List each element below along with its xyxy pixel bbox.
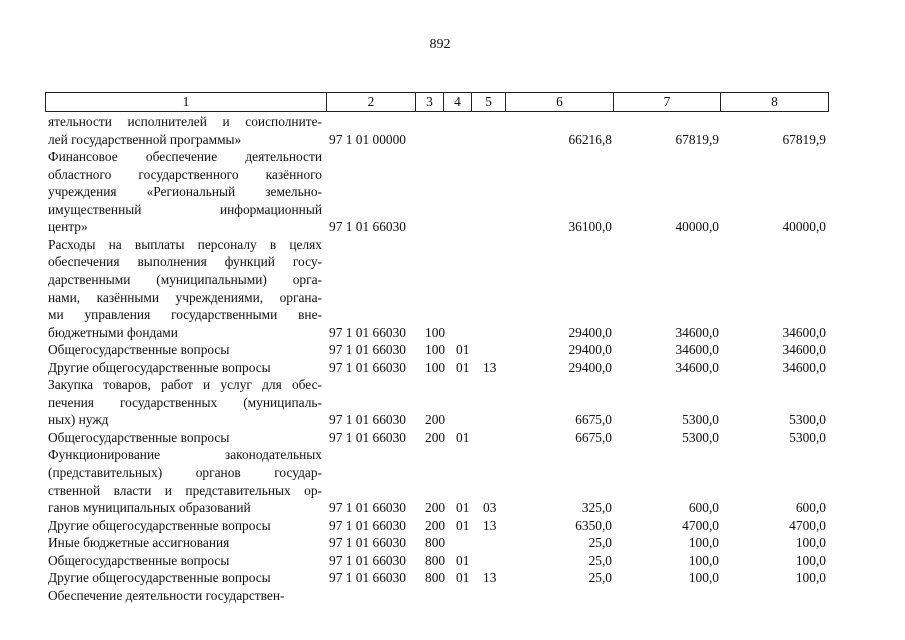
row-code: 97 1 01 66030 [329,342,406,358]
row-rz: 01 [456,552,470,568]
row-value-6: 6350,0 [575,517,612,533]
row-code: 97 1 01 66030 [329,324,406,340]
row-vr: 200 [425,517,446,533]
row-rz: 01 [456,429,470,445]
table-row-line [0,359,905,376]
table-row-line [0,482,905,499]
table-row-line [0,411,905,428]
column-header-4: 4 [444,93,472,112]
row-name-text: ных) нужд [48,412,109,428]
row-name-text: ятельности исполнителей и соисполните- [48,114,322,129]
table-row-line [0,148,905,165]
row-name-text: ми управления государственными вне- [48,307,322,323]
row-value-7: 5300,0 [682,429,719,445]
table-row-line [0,499,905,516]
row-value-7: 4700,0 [682,517,719,533]
table-row-line [0,429,905,446]
row-name-text: Общегосударственные вопросы [48,429,230,445]
table-row-line [0,464,905,481]
row-name-text: обеспечения выполнения функций госу- [48,254,322,270]
row-rz: 01 [456,570,470,586]
column-header-5: 5 [472,93,506,112]
row-value-6: 36100,0 [568,219,612,235]
table-row-line [0,253,905,270]
row-value-7: 100,0 [688,552,719,568]
row-pr: 13 [483,517,497,533]
column-header-row [45,92,829,112]
row-value-6: 6675,0 [575,429,612,445]
row-rz: 01 [456,500,470,516]
row-rz: 01 [456,342,470,358]
row-name-text: лей государственной программы» [48,131,242,147]
row-name-text: бюджетными фондами [48,324,178,340]
row-vr: 800 [425,570,446,586]
table-row-line [0,218,905,235]
row-code: 97 1 01 66030 [329,500,406,516]
row-value-8: 67819,9 [782,131,826,147]
table-row-line [0,289,905,306]
row-value-7: 5300,0 [682,412,719,428]
row-name-text: Иные бюджетные ассигнования [48,535,230,551]
row-rz: 01 [456,517,470,533]
row-pr: 13 [483,359,497,375]
row-vr: 200 [425,412,446,428]
table-row-line [0,376,905,393]
table-row-line [0,113,905,130]
row-code: 97 1 01 00000 [329,131,406,147]
row-code: 97 1 01 66030 [329,359,406,375]
row-name-text: имущественный информационный [48,201,322,217]
row-value-7: 34600,0 [675,359,719,375]
row-value-7: 34600,0 [675,324,719,340]
row-value-7: 100,0 [688,570,719,586]
row-value-6: 6675,0 [575,412,612,428]
row-vr: 800 [425,535,446,551]
row-vr: 100 [425,359,446,375]
table-row-line [0,394,905,411]
table-row-line [0,587,905,604]
row-name-text: Закупка товаров, работ и услуг для обес- [48,377,322,393]
row-value-8: 4700,0 [789,517,826,533]
row-name-text: учреждения «Региональный земельно- [48,184,322,200]
column-header-2: 2 [327,93,416,112]
row-name-text: центр» [48,219,88,235]
row-name-text: Функционирование законодательных [48,447,322,463]
table-row-line [0,569,905,586]
row-vr: 100 [425,342,446,358]
row-code: 97 1 01 66030 [329,429,406,445]
row-value-8: 100,0 [795,570,826,586]
row-code: 97 1 01 66030 [329,517,406,533]
column-header-7: 7 [614,93,721,112]
table-row-line [0,236,905,253]
table-row-line [0,341,905,358]
row-value-8: 34600,0 [782,342,826,358]
row-code: 97 1 01 66030 [329,552,406,568]
row-name-text: областного государственного казённого [48,166,322,182]
table-row-line [0,534,905,551]
row-value-8: 600,0 [795,500,826,516]
table-row-line [0,201,905,218]
table-row-line [0,306,905,323]
row-value-8: 100,0 [795,552,826,568]
row-value-7: 600,0 [688,500,719,516]
row-value-7: 100,0 [688,535,719,551]
row-value-8: 40000,0 [782,219,826,235]
row-value-8: 5300,0 [789,429,826,445]
row-value-6: 25,0 [588,552,612,568]
row-vr: 800 [425,552,446,568]
row-code: 97 1 01 66030 [329,219,406,235]
row-name-text: Другие общегосударственные вопросы [48,517,271,533]
row-value-6: 25,0 [588,570,612,586]
table-row-line [0,271,905,288]
row-value-8: 5300,0 [789,412,826,428]
page-number: 892 [429,37,451,52]
row-code: 97 1 01 66030 [329,412,406,428]
column-header-6: 6 [506,93,614,112]
table-row-line [0,324,905,341]
row-rz: 01 [456,359,470,375]
table-row-line [0,552,905,569]
row-name-text: Другие общегосударственные вопросы [48,359,271,375]
row-value-7: 34600,0 [675,342,719,358]
row-value-6: 66216,8 [568,131,612,147]
row-name-text: Общегосударственные вопросы [48,552,230,568]
row-value-7: 40000,0 [675,219,719,235]
column-header-3: 3 [416,93,444,112]
row-value-7: 67819,9 [675,131,719,147]
row-name-text: дарственными (муниципальными) орга- [48,271,322,287]
table-row-line [0,131,905,148]
row-value-8: 100,0 [795,535,826,551]
row-name-text: (представительных) органов государ- [48,465,322,480]
row-name-text: Обеспечение деятельности государствен- [48,587,285,603]
row-vr: 200 [425,429,446,445]
row-pr: 13 [483,570,497,586]
row-value-8: 34600,0 [782,359,826,375]
row-name-text: Расходы на выплаты персоналу в целях [48,236,322,252]
row-value-6: 29400,0 [568,359,612,375]
row-value-6: 325,0 [581,500,612,516]
column-header-1: 1 [46,93,327,112]
row-pr: 03 [483,500,497,516]
row-code: 97 1 01 66030 [329,570,406,586]
row-value-6: 25,0 [588,535,612,551]
row-name-text: Другие общегосударственные вопросы [48,570,271,586]
row-name-text: Общегосударственные вопросы [48,342,230,358]
table-row-line [0,166,905,183]
row-vr: 100 [425,324,446,340]
table-row-line [0,183,905,200]
row-value-6: 29400,0 [568,342,612,358]
row-name-text: ганов муниципальных образований [48,500,251,516]
row-name-text: нами, казёнными учреждениями, органа- [48,289,322,305]
column-header-8: 8 [721,93,829,112]
table-row-line [0,446,905,463]
row-code: 97 1 01 66030 [329,535,406,551]
row-value-8: 34600,0 [782,324,826,340]
row-name-text: ственной власти и представительных ор- [48,482,322,498]
row-name-text: печения государственных (муниципаль- [48,394,322,410]
row-vr: 200 [425,500,446,516]
row-value-6: 29400,0 [568,324,612,340]
row-name-text: Финансовое обеспечение деятельности [48,149,322,165]
table-row-line [0,517,905,534]
